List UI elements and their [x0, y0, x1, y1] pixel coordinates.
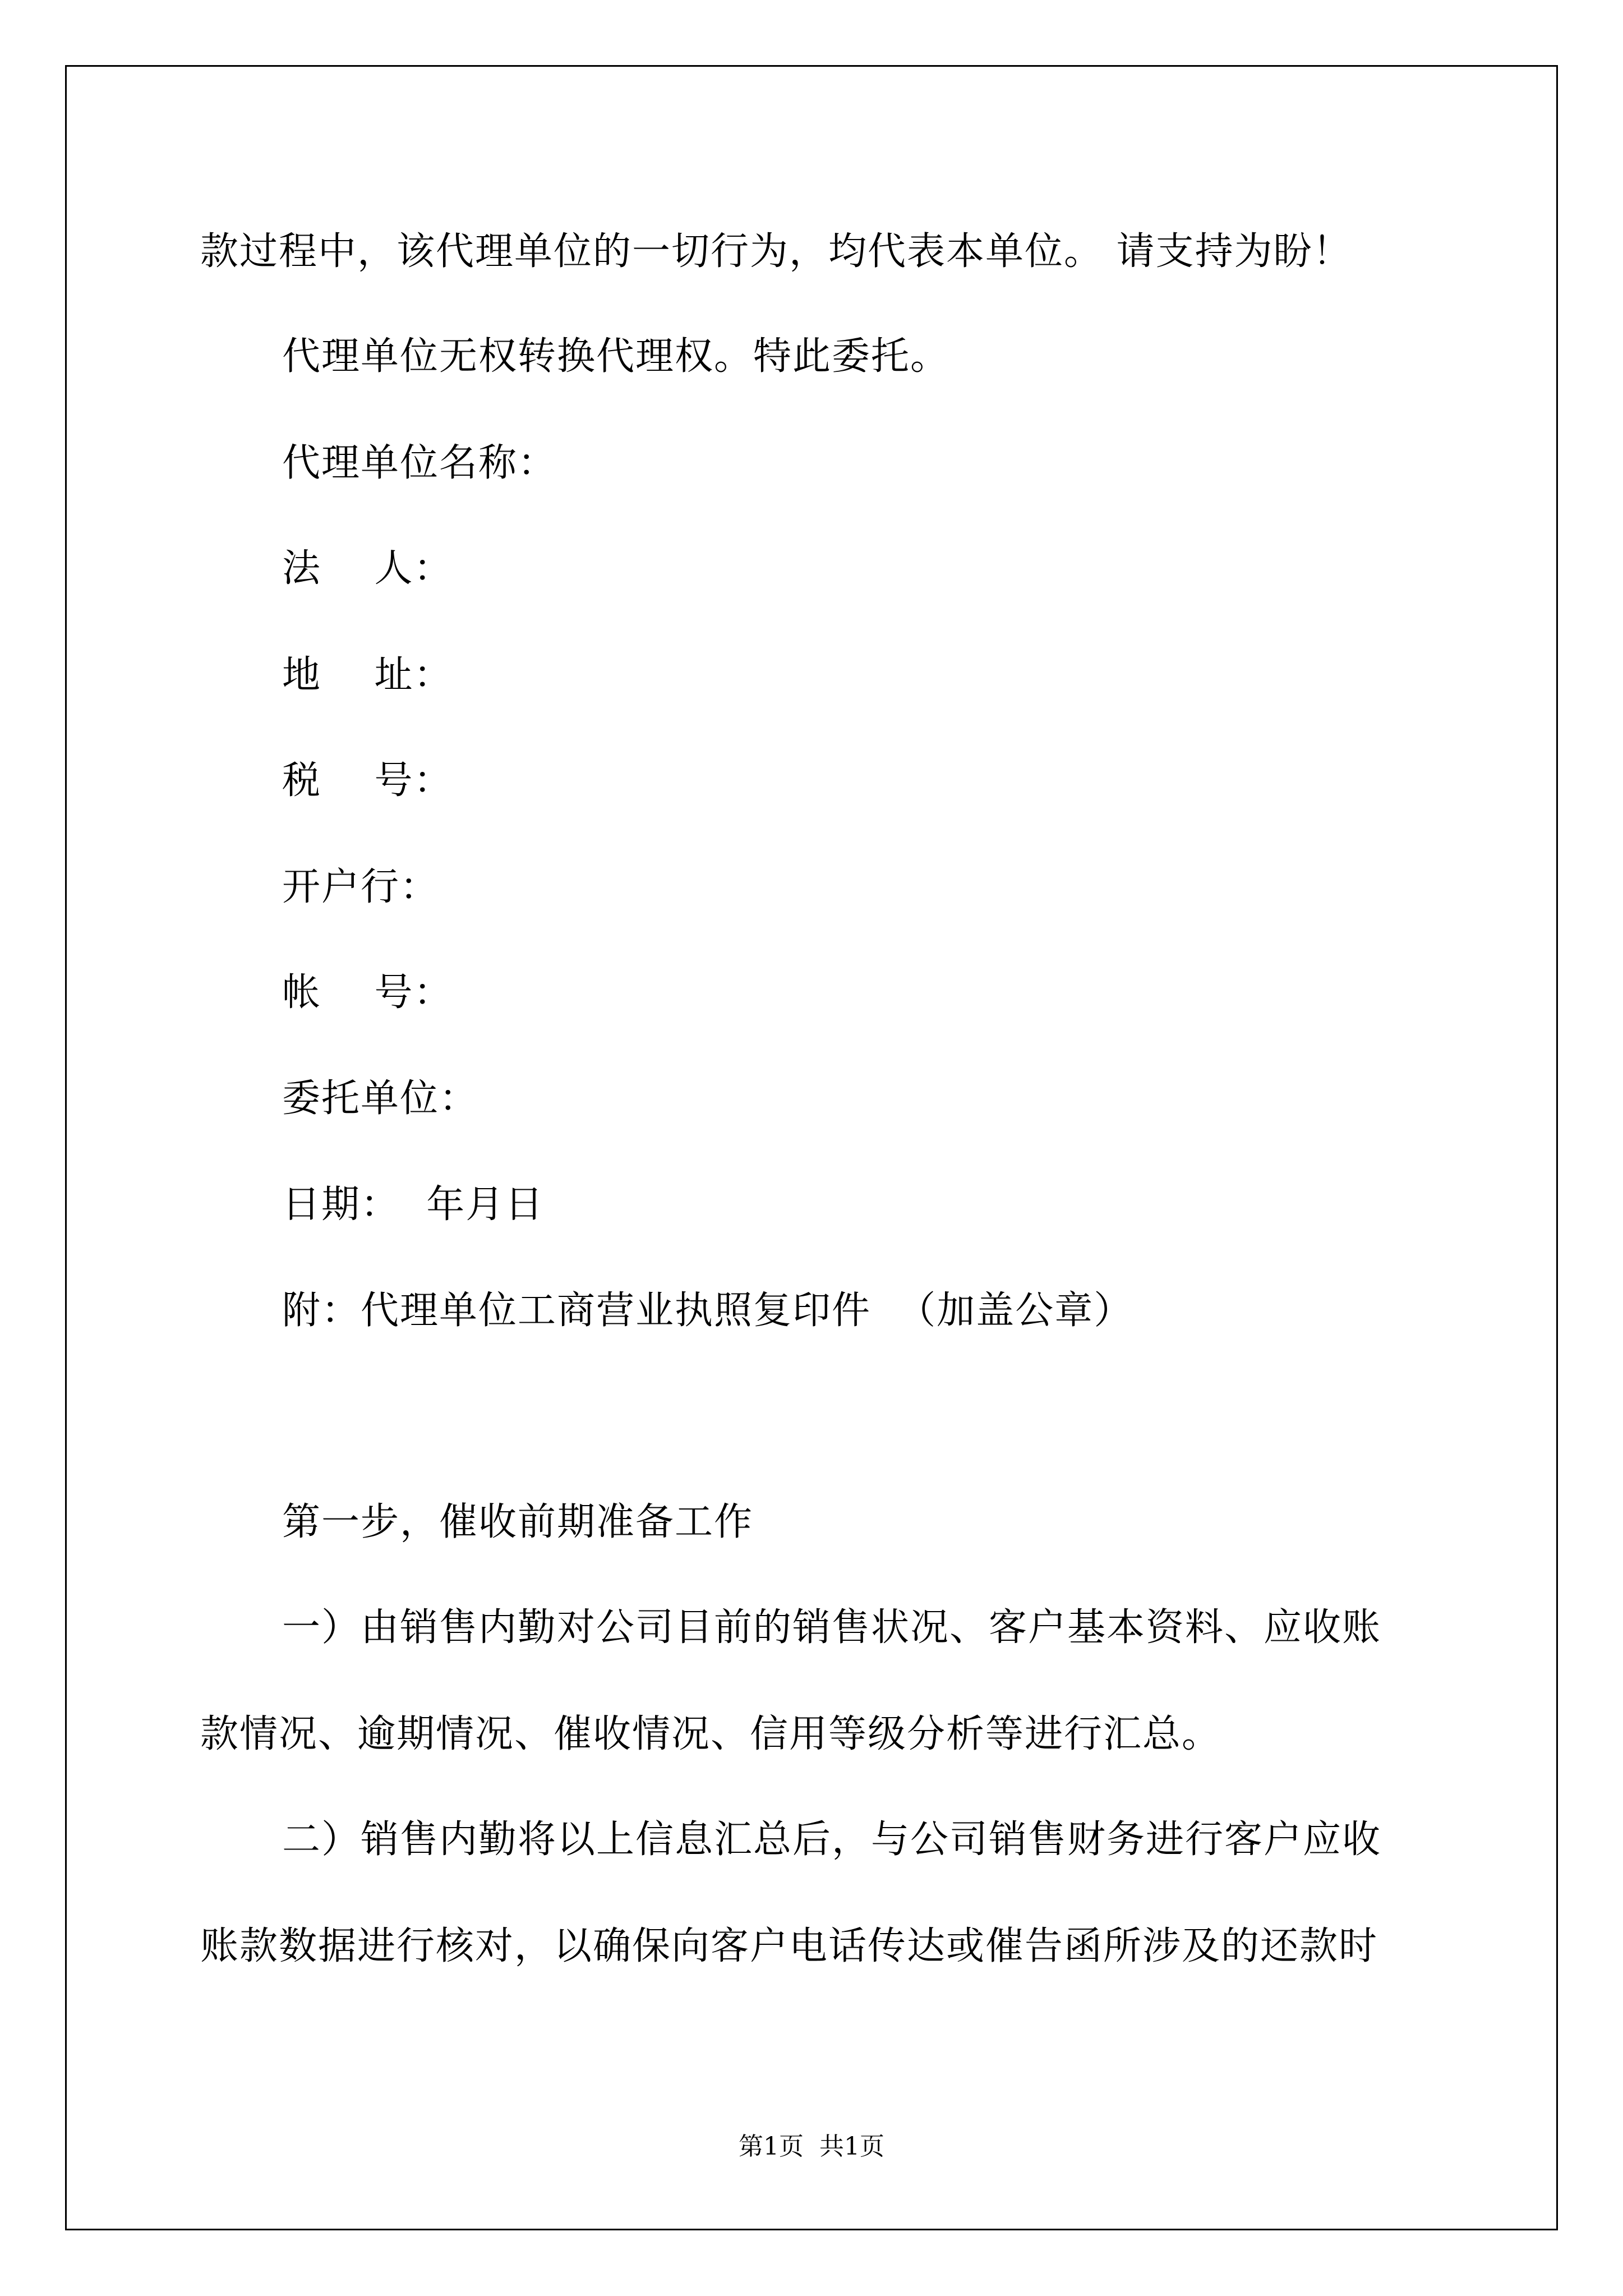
section-heading: 第一步，催收前期准备工作: [282, 1500, 754, 1544]
field-label-bank: 开户行：: [282, 865, 440, 909]
field-label-legal-person: 法 人：: [282, 546, 453, 591]
field-label-agent-name: 代理单位名称：: [282, 441, 557, 485]
field-label-address: 地 址：: [282, 653, 453, 697]
field-label-tax-number: 税 号：: [282, 758, 453, 803]
paragraph-line: 代理单位无权转换代理权。特此委托。: [282, 334, 950, 379]
field-label-date: 日期： 年月日: [282, 1182, 545, 1227]
attachment-note: 附：代理单位工商营业执照复印件 （加盖公章）: [282, 1289, 1133, 1333]
page-number-footer: 第1页 共1页: [739, 2132, 884, 2161]
paragraph-line: 一）由销售内勤对公司目前的销售状况、客户基本资料、应收账: [282, 1605, 1382, 1650]
field-label-principal: 委托单位：: [282, 1076, 479, 1121]
paragraph-line: 账款数据进行核对，以确保向客户电话传达或催告函所涉及的还款时: [200, 1924, 1378, 1968]
field-label-account: 帐 号：: [282, 970, 453, 1015]
paragraph-line: 款情况、逾期情况、催收情况、信用等级分析等进行汇总。: [200, 1712, 1221, 1756]
paragraph-line: 二）销售内勤将以上信息汇总后，与公司销售财务进行客户应收: [282, 1818, 1382, 1862]
paragraph-line: 款过程中，该代理单位的一切行为，均代表本单位。 请支持为盼！: [200, 229, 1352, 274]
